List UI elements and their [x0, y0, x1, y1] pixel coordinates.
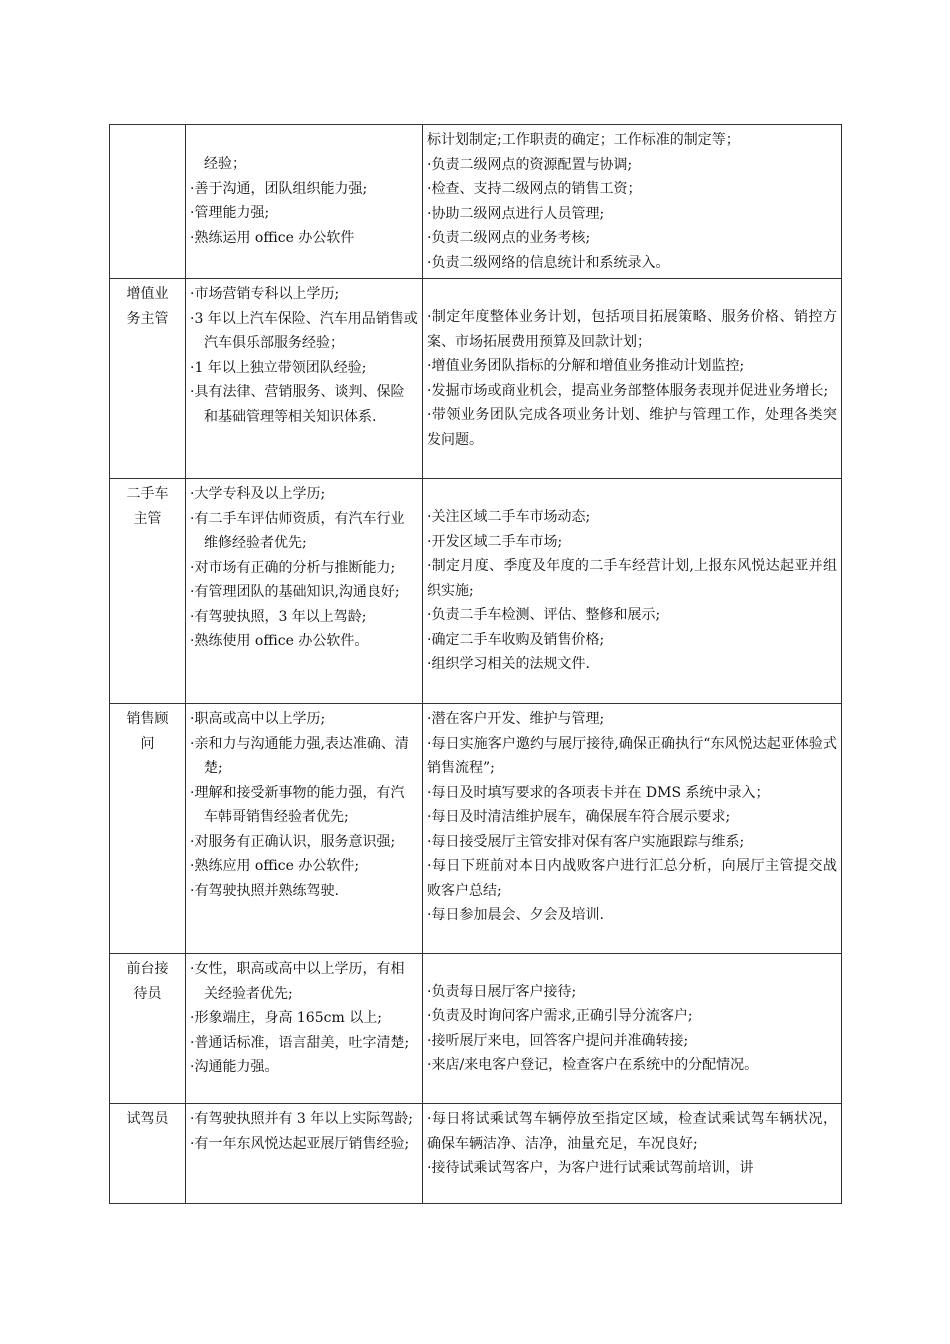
duty-item: ·负责二手车检测、评估、整修和展示; [427, 607, 661, 624]
requirement-item: ·有驾驶执照，3 年以上驾龄; [190, 608, 367, 625]
duty-item: 标计划制定;工作职责的确定；工作标准的制定等； [427, 132, 740, 148]
duty-item: ·关注区域二手车市场动态; [427, 509, 591, 526]
role-label: 试驾员 [126, 1111, 169, 1127]
table-row [110, 125, 842, 279]
role-cell [110, 704, 186, 954]
duty-item: ·来店/来电客户登记，检查客户在系统中的分配情况。 [427, 1057, 759, 1073]
duties-cell [423, 125, 842, 279]
table-row [110, 1104, 842, 1204]
duty-item: ·开发区域二手车市场; [427, 533, 563, 550]
duty-item: ·负责二级网点的业务考核; [427, 230, 591, 246]
requirements-cell [186, 1104, 423, 1204]
requirement-item: ·有二手车评估师资质，有汽车行业维修经验者优先; [190, 510, 405, 551]
duty-item: ·负责二级网络的信息统计和系统录入。 [427, 254, 670, 271]
table-row [110, 479, 842, 704]
duty-item: ·接待试乘试驾客户，为客户进行试乘试驾前培训，讲 [427, 1160, 754, 1176]
duty-item: ·每日将试乘试驾车辆停放至指定区域，检查试乘试驾车辆状况，确保车辆洁净、洁净，油量充足，车况良好; [427, 1111, 837, 1152]
role-cell [110, 479, 186, 704]
requirement-item: ·熟练应用 office 办公软件; [190, 858, 360, 874]
requirement-item: ·亲和力与沟通能力强,表达准确、清楚; [190, 735, 409, 776]
role-cell [110, 279, 186, 479]
requirement-item: ·有管理团队的基础知识,沟通良好; [190, 584, 400, 600]
duty-item: ·带领业务团队完成各项业务计划、维护与管理工作，处理各类突发问题。 [427, 407, 837, 448]
duty-item: ·接听展厅来电，回答客户提问并准确转接; [427, 1032, 689, 1049]
duty-item: ·增值业务团队指标的分解和增值业务推动计划监控; [427, 358, 745, 374]
duty-item: ·负责二级网点的资源配置与协调; [427, 156, 633, 173]
requirement-item: ·有驾驶执照并有 3 年以上实际驾龄; [190, 1111, 413, 1127]
role-label: 销售顾问 [126, 711, 169, 752]
requirement-item: ·熟练使用 office 办公软件。 [190, 633, 369, 649]
requirement-item: ·善于沟通，团队组织能力强; [190, 180, 368, 197]
requirement-item: 经验； [204, 156, 246, 172]
requirement-item: ·大学专科及以上学历; [190, 486, 326, 502]
requirement-item: ·管理能力强; [190, 205, 270, 221]
requirement-item: ·普通话标准，语言甜美，吐字清楚; [190, 1034, 410, 1051]
requirement-item: ·熟练运用 office 办公软件 [190, 229, 355, 246]
table-row [110, 954, 842, 1104]
requirement-item: ·职高或高中以上学历; [190, 711, 326, 727]
role-label: 前台接待员 [126, 961, 169, 1002]
requirement-item: ·1 年以上独立带领团队经验; [190, 359, 367, 376]
role-label: 二手车主管 [126, 486, 169, 527]
requirement-item: ·市场营销专科以上学历; [190, 286, 340, 302]
job-requirements-table [109, 124, 842, 1204]
role-cell [110, 954, 186, 1104]
table-row [110, 704, 842, 954]
requirement-item: ·女性，职高或高中以上学历，有相关经验者优先; [190, 961, 405, 1002]
duties-cell [423, 954, 842, 1104]
duty-item: ·协助二级网点进行人员管理; [427, 205, 605, 222]
duty-item: ·组织学习相关的法规文件. [427, 656, 590, 673]
duty-item: ·检查、支持二级网点的销售工资； [427, 181, 642, 197]
requirements-cell [186, 279, 423, 479]
requirements-cell [186, 704, 423, 954]
duty-item: ·每日及时清洁维护展车，确保展车符合展示要求; [427, 809, 731, 825]
role-label: 增值业务主管 [126, 286, 169, 327]
table-row [110, 279, 842, 479]
duties-cell [423, 1104, 842, 1204]
role-cell [110, 1104, 186, 1204]
requirements-cell [186, 479, 423, 704]
requirement-item: ·具有法律、营销服务、谈判、保险和基础管理等相关知识体系. [190, 384, 405, 425]
duty-item: ·每日参加晨会、夕会及培训. [427, 907, 604, 923]
duty-item: ·负责及时询问客户需求,正确引导分流客户; [427, 1008, 693, 1024]
requirement-item: ·形象端庄，身高 165cm 以上; [190, 1010, 382, 1026]
duty-item: ·潜在客户开发、维护与管理; [427, 711, 605, 727]
duties-cell [423, 279, 842, 479]
role-cell [110, 125, 186, 279]
duty-item: ·每日接受展厅主管安排对保有客户实施跟踪与维系; [427, 833, 745, 850]
duty-item: ·发掘市场或商业机会，提高业务部整体服务表现并促进业务增长; [427, 382, 829, 399]
duty-item: ·每日及时填写要求的各项表卡并在 DMS 系统中录入； [427, 784, 770, 801]
requirements-cell [186, 125, 423, 279]
duty-item: ·每日实施客户邀约与展厅接待,确保正确执行“东风悦达起亚体验式销售流程”; [427, 735, 837, 776]
duties-cell [423, 479, 842, 704]
requirement-item: ·沟通能力强。 [190, 1059, 279, 1075]
duties-cell [423, 704, 842, 954]
requirement-item: ·对市场有正确的分析与推断能力; [190, 559, 396, 576]
requirements-cell [186, 954, 423, 1104]
requirement-item: ·有驾驶执照并熟练驾驶. [190, 882, 339, 899]
duty-item: ·制定月度、季度及年度的二手车经营计划,上报东风悦达起亚并组织实施; [427, 558, 837, 599]
requirement-item: ·有一年东风悦达起亚展厅销售经验; [190, 1135, 410, 1152]
duty-item: ·制定年度整体业务计划，包括项目拓展策略、服务价格、销控方案、市场拓展费用预算及回款计划； [427, 309, 837, 350]
duty-item: ·负责每日展厅客户接待; [427, 983, 577, 1000]
duty-item: ·确定二手车收购及销售价格; [427, 631, 605, 648]
requirement-item: ·3 年以上汽车保险、汽车用品销售或汽车俱乐部服务经验； [190, 310, 418, 351]
duty-item: ·每日下班前对本日内战败客户进行汇总分析，向展厅主管提交战败客户总结; [427, 858, 837, 899]
requirement-item: ·对服务有正确认识，服务意识强; [190, 833, 396, 850]
requirement-item: ·理解和接受新事物的能力强，有汽车韩哥销售经验者优先; [190, 784, 405, 825]
